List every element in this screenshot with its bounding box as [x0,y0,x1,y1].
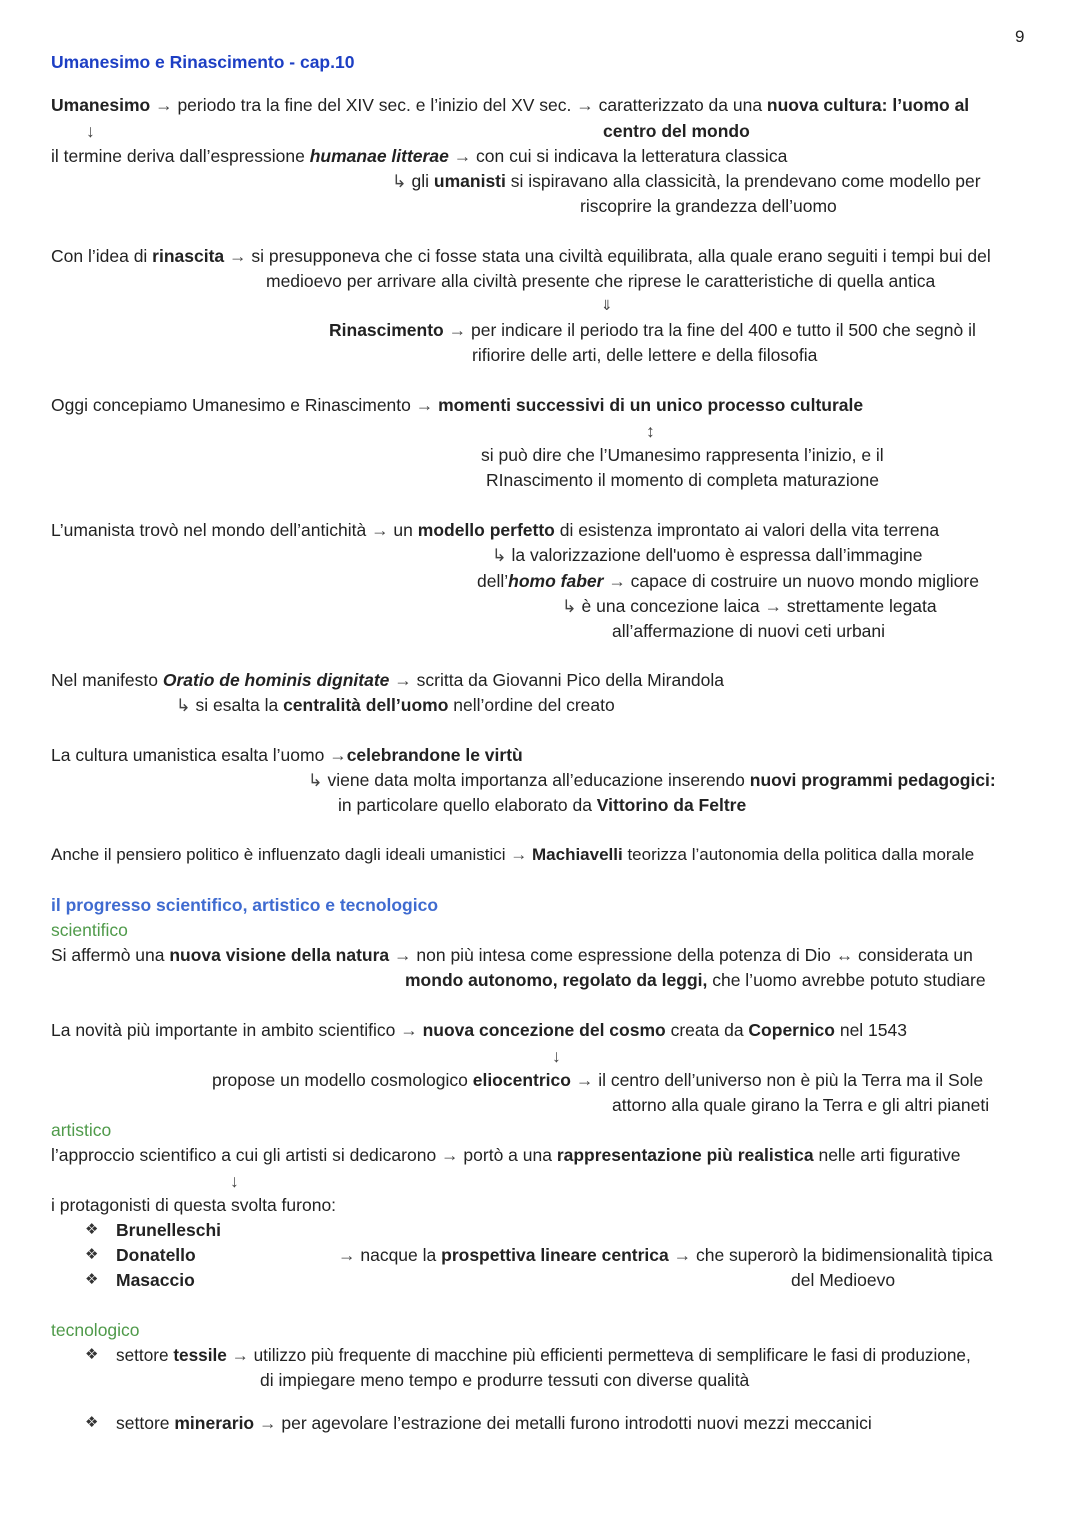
term-umanesimo: Umanesimo [51,95,151,115]
arrow-right-icon: → [394,670,412,690]
bold-text: eliocentrico [472,1070,571,1090]
text: teorizza l’autonomia della politica dalla morale [622,845,975,864]
rinascita-line-4: rifiorire delle arti, delle lettere e della filosofia [472,345,818,365]
text: il centro dell’universo non è più la Terra ma il Sole [593,1070,984,1090]
artistico-line-4: del Medioevo [791,1270,896,1290]
term-humanae-litterae: humanae litterae [309,146,449,166]
artistico-line-1 [51,1144,960,1166]
section-heading-progresso: il progresso scientifico, artistico e tecnologico [51,895,439,915]
arrow-right-icon: → [231,1345,249,1365]
cultura-line-2 [308,769,996,791]
rinascita-line-2: medioevo per arrivare alla civiltà presente che riprese le caratteristiche di quella antica [266,271,936,291]
arrow-right-icon: → [415,395,434,415]
bidirectional-arrow-icon: ↔ [835,945,854,965]
term-homo-faber: homo faber [508,571,604,591]
hook-arrow-icon: ↳ [492,545,507,565]
diamond-bullet-icon: ❖ [85,1246,99,1263]
arrow-down-icon: ↓ [552,1046,561,1066]
double-arrow-down-icon: ⇓ [601,297,613,313]
manifesto-line-2 [176,694,615,716]
bold-text: rinascita [152,246,225,266]
text: portò a una [458,1145,557,1165]
term-machiavelli: Machiavelli [532,845,623,864]
arrow-right-icon: → [764,596,782,616]
text: che l’uomo avrebbe potuto studiare [707,970,986,990]
text: considerata un [853,945,973,965]
text: Anche il pensiero politico è influenzato dagli ideali umanistici [51,845,511,864]
arrow-right-icon: → [673,1245,692,1265]
artist-masaccio: Masaccio [116,1270,195,1290]
text: nacque la [355,1245,442,1265]
text: per indicare il periodo tra la fine del 400 e tutto il 500 che segnò il [466,320,976,340]
text: La novità più importante in ambito scientifico [51,1020,401,1040]
text: L’umanista trovò nel mondo dell’antichità [51,520,372,540]
text: di esistenza improntato ai valori della vita terrena [554,520,940,540]
rinascita-line-1 [51,245,991,267]
scientifico-line-2 [405,969,986,991]
umanesimo-line-5: riscoprire la grandezza dell’uomo [580,196,837,216]
bold-text: mondo autonomo, regolato da leggi, [405,970,708,990]
bold-text: rappresentazione più realistica [556,1145,814,1165]
arrow-right-icon: → [448,320,467,340]
bold-text: tessile [173,1345,227,1365]
diamond-bullet-icon: ❖ [85,1414,99,1431]
umanista-line-5: all’affermazione di nuovi ceti urbani [612,621,886,641]
text: non più intesa come espressione della potenza di Dio [411,945,836,965]
arrow-right-icon: → [575,1070,594,1090]
tecnologico-line-1 [116,1344,971,1366]
text: in particolare quello elaborato da [338,795,597,815]
umanesimo-line-3 [51,145,787,167]
politica-line-1 [51,844,974,866]
text: Si affermò una [51,945,170,965]
artistico-line-3 [338,1244,993,1266]
artist-donatello: Donatello [116,1245,196,1265]
umanesimo-line-2: centro del mondo [603,121,750,141]
rinascita-line-3 [329,319,976,341]
umanesimo-line-1 [51,94,969,116]
tecnologico-line-3 [116,1412,872,1434]
text: la valorizzazione dell'uomo è espressa dall’immagine [506,545,923,565]
umanista-line-2 [492,544,922,566]
text: nelle arti figurative [813,1145,961,1165]
page-number: 9 [1015,27,1025,46]
bold-text: nuovi programmi pedagogici: [749,770,996,790]
text: settore [116,1345,174,1365]
term-oratio: Oratio de hominis dignitate [162,670,390,690]
subheading-artistico: artistico [51,1120,112,1140]
diamond-bullet-icon: ❖ [85,1221,99,1238]
subheading-scientifico: scientifico [51,920,128,940]
bold-text: modello perfetto [417,520,555,540]
bold-text: celebrandone le virtù [346,745,523,765]
scientifico-line-3 [51,1019,907,1041]
text: con cui si indicava la letteratura classica [471,146,788,166]
text: capace di costruire un nuovo mondo migliore [625,571,979,591]
arrow-right-icon: → [400,1020,418,1040]
text: dell’ [477,571,509,591]
text: Con l’idea di [51,246,153,266]
bold-text: centralità dell’uomo [283,695,449,715]
umanista-line-3 [477,570,979,592]
text: caratterizzato da una [593,95,767,115]
bold-text: minerario [174,1413,255,1433]
text: propose un modello cosmologico [212,1070,473,1090]
arrow-right-icon: → [259,1413,277,1433]
artistico-line-2: i protagonisti di questa svolta furono: [51,1195,337,1215]
updown-arrow-icon: ↕ [646,421,655,441]
umanesimo-line-4 [392,170,981,192]
page-title: Umanesimo e Rinascimento - cap.10 [51,52,355,72]
hook-arrow-icon: ↳ [308,770,323,790]
diamond-bullet-icon: ❖ [85,1346,99,1363]
arrow-right-icon: → [510,845,528,864]
text: scritta da Giovanni Pico della Mirandola [411,670,725,690]
oggi-line-2: si può dire che l’Umanesimo rappresenta l’inizio, e il [481,445,884,465]
umanista-line-1 [51,519,939,541]
diamond-bullet-icon: ❖ [85,1271,99,1288]
text: La cultura umanistica esalta l’uomo [51,745,330,765]
text: Oggi concepiamo Umanesimo e Rinascimento [51,395,416,415]
text: per agevolare l’estrazione dei metalli furono introdotti nuovi mezzi meccanici [276,1413,872,1433]
bold-text: umanisti [433,171,506,191]
arrow-right-icon: → [229,246,247,266]
bold-text: momenti successivi di un unico processo culturale [438,395,864,415]
scientifico-line-1 [51,944,973,966]
oggi-line-3: RInascimento il momento di completa maturazione [486,470,879,490]
text: strettamente legata [781,596,937,616]
text: creata da [665,1020,749,1040]
text: settore [116,1413,175,1433]
scientifico-line-4 [212,1069,983,1091]
text: è una concezione laica [576,596,765,616]
text: si ispiravano alla classicità, la prendevano come modello per [505,171,981,191]
umanista-line-4 [562,595,937,617]
arrow-right-icon: → [329,745,347,765]
text: l’approccio scientifico a cui gli artisti si dedicarono [51,1145,442,1165]
text: si presupponeva che ci fosse stata una civiltà equilibrata, alla quale erano seguiti i tempi bui del [246,246,991,266]
arrow-down-icon: ↓ [86,121,95,141]
bold-text: nuova visione della natura [169,945,390,965]
manifesto-line-1 [51,669,724,691]
oggi-line-1 [51,394,863,416]
arrow-right-icon: → [608,571,626,591]
text: Nel manifesto [51,670,163,690]
arrow-down-icon: ↓ [230,1171,239,1191]
text: nell’ordine del creato [448,695,615,715]
bold-text: Vittorino da Feltre [596,795,747,815]
artist-brunelleschi: Brunelleschi [116,1220,222,1240]
text: nel 1543 [834,1020,907,1040]
text: utilizzo più frequente di macchine più efficienti permetteva di semplificare le fasi di produzione, [248,1345,971,1365]
hook-arrow-icon: ↳ [562,596,577,616]
text: un [388,520,418,540]
cultura-line-1 [51,744,523,766]
text: si esalta la [190,695,284,715]
bold-text: nuova concezione del cosmo [422,1020,666,1040]
arrow-right-icon: → [155,95,173,115]
hook-arrow-icon: ↳ [176,695,191,715]
text: periodo tra la fine del XIV sec. e l’inizio del XV sec. [172,95,577,115]
cultura-line-3 [338,794,746,816]
text: viene data molta importanza all’educazione inserendo [322,770,750,790]
arrow-right-icon: → [338,1245,356,1265]
bold-text: nuova cultura: l’uomo al [766,95,970,115]
subheading-tecnologico: tecnologico [51,1320,140,1340]
arrow-right-icon: → [441,1145,459,1165]
arrow-right-icon: → [371,520,389,540]
arrow-right-icon: → [394,945,412,965]
tecnologico-line-2: di impiegare meno tempo e produrre tessuti con diverse qualità [260,1370,750,1390]
bold-text: prospettiva lineare centrica [441,1245,669,1265]
text: il termine deriva dall’espressione [51,146,310,166]
term-rinascimento: Rinascimento [329,320,444,340]
text: che superorò la bidimensionalità tipica [691,1245,993,1265]
arrow-right-icon: → [576,95,594,115]
scientifico-line-5: attorno alla quale girano la Terra e gli altri pianeti [612,1095,990,1115]
text: gli [406,171,434,191]
hook-arrow-icon: ↳ [392,171,407,191]
arrow-right-icon: → [453,146,472,166]
term-copernico: Copernico [748,1020,835,1040]
